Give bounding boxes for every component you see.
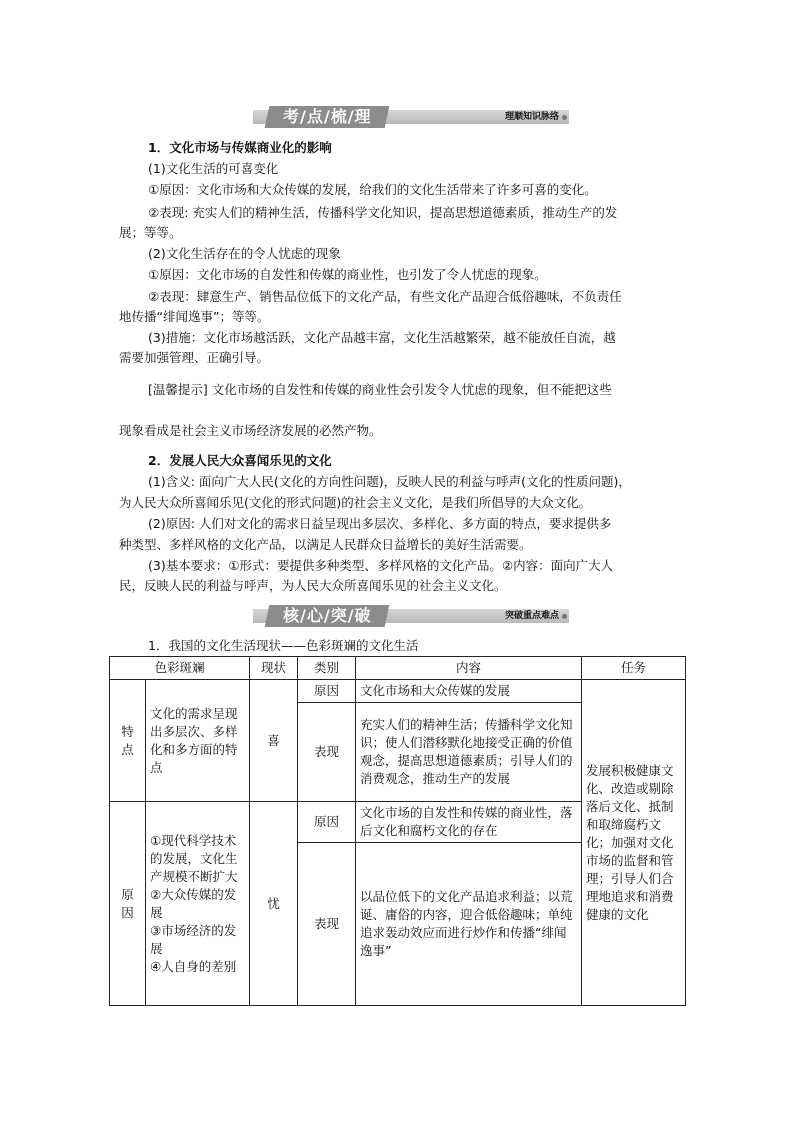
row-label: 特点 <box>121 723 134 757</box>
culture-status-table <box>109 656 686 1006</box>
cause-item: ③市场经济的发展 <box>150 922 237 956</box>
subheading-text: (1)文化生活的可喜变化 <box>148 161 279 176</box>
section-heading: 2．发展人民大众喜闻乐见的文化 <box>148 453 332 468</box>
paragraph-line: (3)措施：文化市场越活跃，文化产品越丰富，文化生活越繁荣，越不能放任自流，越 <box>148 330 616 345</box>
paragraph-line: (2)原因: 人们对文化的需求日益呈现出多层次、多样化、多方面的特点，要求提供多 <box>148 516 612 531</box>
section-banner-core <box>253 605 569 627</box>
banner-title: 核/心/突/破 <box>282 606 372 625</box>
banner-dot-icon <box>562 614 567 619</box>
table-row <box>110 680 686 703</box>
content-cell: 文化市场的自发性和传媒的商业性，落后文化和腐朽文化的存在 <box>356 802 582 843</box>
table-header-cell: 任务 <box>582 657 686 680</box>
paragraph-line: ①原因：文化市场的自发性和传媒的商业性，也引发了令人忧虑的现象。 <box>148 267 547 282</box>
paragraph-line: ②表现：肆意生产、销售品位低下的文化产品，有些文化产品迎合低俗趣味，不负责任 <box>148 289 622 304</box>
banner-dot-icon <box>562 115 567 120</box>
row-label: 原因 <box>121 886 134 920</box>
section-banner-review <box>253 106 569 128</box>
content-cell: 充实人们的精神生活；传播科学文化知识；使人们潜移默化地接受正确的价值观念，提高思想道德素质；引导人们的消费观念，推动生产的发展 <box>356 703 582 802</box>
content-cell: 文化市场和大众传媒的发展 <box>356 680 582 703</box>
category-cell: 表现 <box>298 843 356 1006</box>
tip-line: [温馨提示] 文化市场的自发性和传媒的商业性会引发令人忧虑的现象，但不能把这些 <box>148 382 612 397</box>
table-header-cell: 类别 <box>298 657 356 680</box>
subheading: (2)文化生活存在的令人忧虑的现象 <box>148 246 341 261</box>
cause-item: ④人自身的差别 <box>150 958 237 974</box>
paragraph-line: (3)基本要求：①形式：要提供多种类型、多样风格的文化产品。②内容：面向广大人 <box>148 558 614 573</box>
state-cell: 喜 <box>250 680 298 802</box>
cause-item: ①现代科学技术的发展，文化生产规模不断扩大 <box>150 832 238 884</box>
paragraph-line: 民，反映人民的利益与呼声，为人民大众所喜闻乐见的社会主义文化。 <box>119 578 507 593</box>
paragraph-line: (1)含义: 面向广大人民(文化的方向性问题)，反映人民的利益与呼声(文化的性质问题)， <box>148 474 631 489</box>
paragraph-line: ①原因：文化市场和大众传媒的发展，给我们的文化生活带来了许多可喜的变化。 <box>148 182 597 197</box>
table-caption-text: 1．我国的文化生活现状——色彩斑斓的文化生活 <box>148 638 419 653</box>
table-caption <box>148 637 708 655</box>
category-cell: 原因 <box>298 802 356 843</box>
row-desc-cell: 文化的需求呈现出多层次、多样化和多方面的特点 <box>146 680 250 802</box>
subheading <box>148 160 708 178</box>
paragraph-line: 为人民大众所喜闻乐见(文化的形式问题)的社会主义文化，是我们所倡导的大众文化。 <box>119 495 592 510</box>
row-label-cell <box>110 802 146 1006</box>
banner-title-box <box>265 605 390 627</box>
banner-title: 考/点/梳/理 <box>282 107 372 126</box>
task-cell: 发展积极健康文化、改造或剔除落后文化、抵制和取缔腐朽文化；加强对文化市场的监督和管理；引导人们合理地追求和消费健康的文化 <box>582 680 686 1006</box>
banner-subtitle: 突破重点难点 <box>504 611 559 621</box>
paragraph-line: ②表现: 充实人们的精神生活，传播科学文化知识，提高思想道德素质，推动生产的发 <box>148 205 618 220</box>
section-heading: 1．文化市场与传媒商业化的影响 <box>148 140 332 155</box>
table-header-cell: 现状 <box>250 657 298 680</box>
category-cell: 表现 <box>298 703 356 802</box>
banner-subtitle: 理顺知识脉络 <box>504 112 559 122</box>
table-header-row <box>110 657 686 680</box>
paragraph-line: 展；等等。 <box>119 225 182 240</box>
row-desc-cell <box>146 802 250 1006</box>
state-cell: 忧 <box>250 802 298 1006</box>
cause-item: ②大众传媒的发展 <box>150 886 237 920</box>
row-label-cell <box>110 680 146 802</box>
table-header-cell: 色彩斑斓 <box>110 657 250 680</box>
tip-line: 现象看成是社会主义市场经济发展的必然产物。 <box>119 423 382 438</box>
paragraph-line: 种类型、多样风格的文化产品，以满足人民群众日益增长的美好生活需要。 <box>119 537 532 552</box>
category-cell: 原因 <box>298 680 356 703</box>
table-header-cell: 内容 <box>356 657 582 680</box>
paragraph-line: 地传播“绯闻逸事”；等等。 <box>119 309 270 324</box>
banner-title-box <box>265 106 390 128</box>
paragraph-line: 需要加强管理、正确引导。 <box>119 350 270 365</box>
content-cell: 以品位低下的文化产品追求利益；以荒诞、庸俗的内容，迎合低俗趣味；单纯追求轰动效应而进行炒作和传播“绯闻逸事” <box>356 843 582 1006</box>
